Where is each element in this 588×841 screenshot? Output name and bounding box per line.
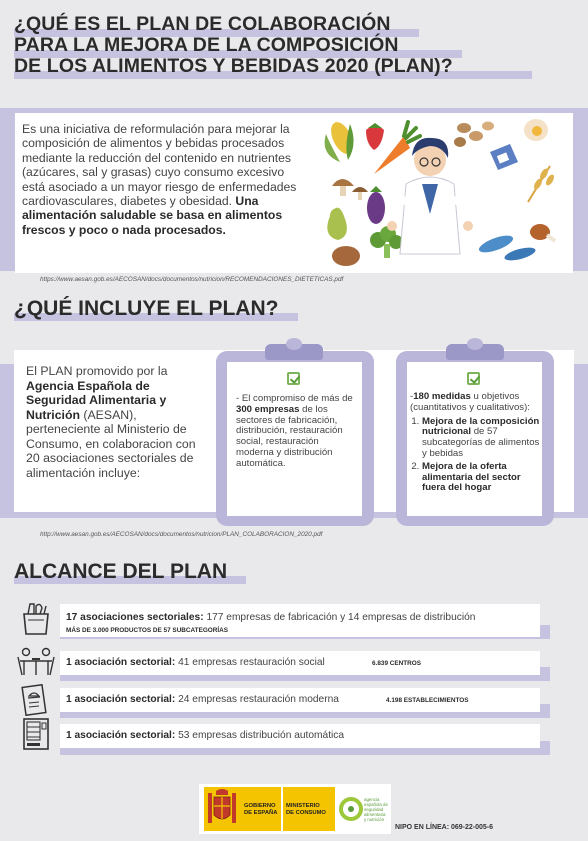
- menu-icon: [20, 684, 50, 716]
- vending-machine-icon: [22, 717, 50, 751]
- check-icon: [467, 372, 480, 385]
- measures-post: u objetivos (cuantitativos y cualitativos):: [410, 391, 530, 413]
- intro-bold-statement: Una alimentación saludable se basa en alimentos frescos y poco o nada procesados.: [22, 194, 283, 237]
- clipboard-commitment-text: [236, 394, 358, 470]
- scope-row-3-text: [66, 694, 339, 705]
- grocery-bag-icon: [18, 600, 54, 636]
- broccoli-icon: [370, 226, 403, 258]
- potato-icon: [332, 246, 360, 266]
- intro-paragraph: Es una iniciativa de reformulación para mejorar la composición de alimentos y bebidas procesados mediante la reducción del contenido en nutrientes (azúcares, sal y grasas) cuyo consumo excesivo está asociado a un mayor riesgo de enfermedades cardiovasculares, diabetes y obesidad.: [22, 122, 297, 209]
- beans-icon: [454, 122, 494, 148]
- measures-intro: -180 medidas u objetivos (cuantitativos y cualitativos):: [410, 391, 530, 413]
- clipboard-measures-ring: [467, 338, 483, 350]
- scope-row-1-bold: 17 asociaciones sectoriales:: [66, 612, 204, 623]
- clipboard-commitment-ring: [286, 338, 302, 350]
- scope-row-2-bold: 1 asociación sectorial:: [66, 657, 176, 668]
- wheat-icon: [528, 166, 556, 202]
- fish-icon: [477, 232, 537, 263]
- includes-source-link[interactable]: http://www.aesan.gob.es/AECOSAN/docs/documentos/nutricion/PLAN_COLABORACION_2020.pdf: [40, 531, 323, 538]
- agency-line-5: y nutrición: [364, 817, 385, 822]
- title-line-1: ¿QUÉ ES EL PLAN DE COLABORACIÓN: [14, 13, 391, 35]
- ministry-line-1: MINISTERIO: [286, 803, 320, 809]
- scope-row-2-text: [66, 657, 325, 668]
- measures-item-2: [422, 462, 540, 494]
- scope-row-3-bold: 1 asociación sectorial:: [66, 694, 176, 705]
- scope-row-1-rest: 177 empresas de fabricación y 14 empresas de distribución: [203, 612, 476, 623]
- scope-row-2-extra: 6.839 CENTROS: [372, 660, 422, 667]
- chicken-leg-icon: [530, 224, 556, 243]
- scope-row-3-rest: 24 empresas restauración moderna: [175, 694, 339, 705]
- pear-icon: [327, 208, 347, 240]
- gov-line-2: DE ESPAÑA: [244, 810, 278, 816]
- intro-source-link[interactable]: https://www.aesan.gob.es/AECOSAN/docs/documentos/nutricion/RECOMENDACIONES_DIETETICAS.pdf: [40, 276, 344, 283]
- food-illustration: [318, 114, 570, 274]
- clipboard-measures-text: [410, 392, 540, 496]
- commitment-bold: 300 empresas: [236, 403, 300, 415]
- plan-text-a: El PLAN promovido por la: [26, 364, 168, 378]
- includes-heading: ¿QUÉ INCLUYE EL PLAN?: [14, 297, 279, 320]
- agency-line-3: seguridad: [364, 807, 384, 812]
- measures-item-2-bold: Mejora de la oferta alimentaria del sector fuera del hogar: [422, 460, 521, 494]
- coat-of-arms-icon: [204, 787, 240, 831]
- scope-row-3-extra: 4.198 ESTABLECIMIENTOS: [386, 697, 469, 704]
- scope-row-1-sub: MÁS DE 3.000 PRODUCTOS DE 57 SUBCATEGORÍAS: [66, 627, 229, 634]
- corn-icon: [325, 119, 358, 162]
- scope-row-2-rest: 41 empresas restauración social: [175, 657, 325, 668]
- scope-row-4-rest: 53 empresas distribución automática: [175, 730, 345, 741]
- ministry-line-2: DE CONSUMO: [286, 810, 326, 816]
- gov-label: [244, 803, 277, 817]
- title-line-2: PARA LA MEJORA DE LA COMPOSICIÓN: [14, 34, 399, 56]
- agency-line-2: española de: [364, 802, 388, 807]
- aesan-logo-icon: [339, 795, 363, 823]
- page-title: [14, 14, 579, 77]
- dining-table-icon: [16, 647, 56, 677]
- measures-item-1: [422, 417, 540, 460]
- plan-text-c: (AESAN), perteneciente al Ministerio de Consumo, en colaboracion con 20 asociaciones sectoriales de alimentación incluye:: [26, 407, 196, 480]
- ministry-label: [286, 803, 326, 817]
- title-line-3: DE LOS ALIMENTOS Y BEBIDAS 2020 (PLAN)?: [14, 55, 453, 77]
- milk-carton-icon: [490, 144, 518, 170]
- commitment-pre: - El compromiso de más de: [236, 393, 353, 404]
- scope-heading: ALCANCE DEL PLAN: [14, 560, 228, 583]
- measures-bold: 180 medidas: [413, 391, 471, 402]
- egg-icon: [524, 119, 548, 141]
- check-icon: [287, 372, 300, 385]
- agency-line-4: alimentaria: [364, 812, 386, 817]
- agency-line-1: agencia: [364, 797, 380, 802]
- gov-line-1: GOBIERNO: [244, 803, 276, 809]
- measures-item-1-rest: de 57 subcategorías de alimentos y bebidas: [422, 426, 540, 459]
- eggplant-icon: [367, 186, 385, 224]
- intro-text: [22, 122, 304, 237]
- plan-description: [26, 364, 210, 480]
- scope-row-4-text: [66, 730, 344, 741]
- measures-item-1-bold: Mejora de la composición nutricional: [422, 415, 540, 438]
- agency-label: [364, 797, 388, 822]
- nipo-code: NIPO EN LÍNEA: 069-22-005-6: [395, 824, 494, 831]
- scope-row-1-text: [66, 612, 475, 623]
- mushroom-icon: [332, 179, 368, 200]
- commitment-post: de los sectores de fabricación, distribución, restauración social, restauración moderna y distribución automática.: [236, 403, 343, 469]
- strawberry-icon: [366, 123, 384, 150]
- measures-list: [410, 417, 540, 495]
- scope-row-4-bold: 1 asociación sectorial:: [66, 730, 176, 741]
- plan-text-agency: Agencia Española de Seguridad Alimentaria y Nutrición: [26, 378, 167, 422]
